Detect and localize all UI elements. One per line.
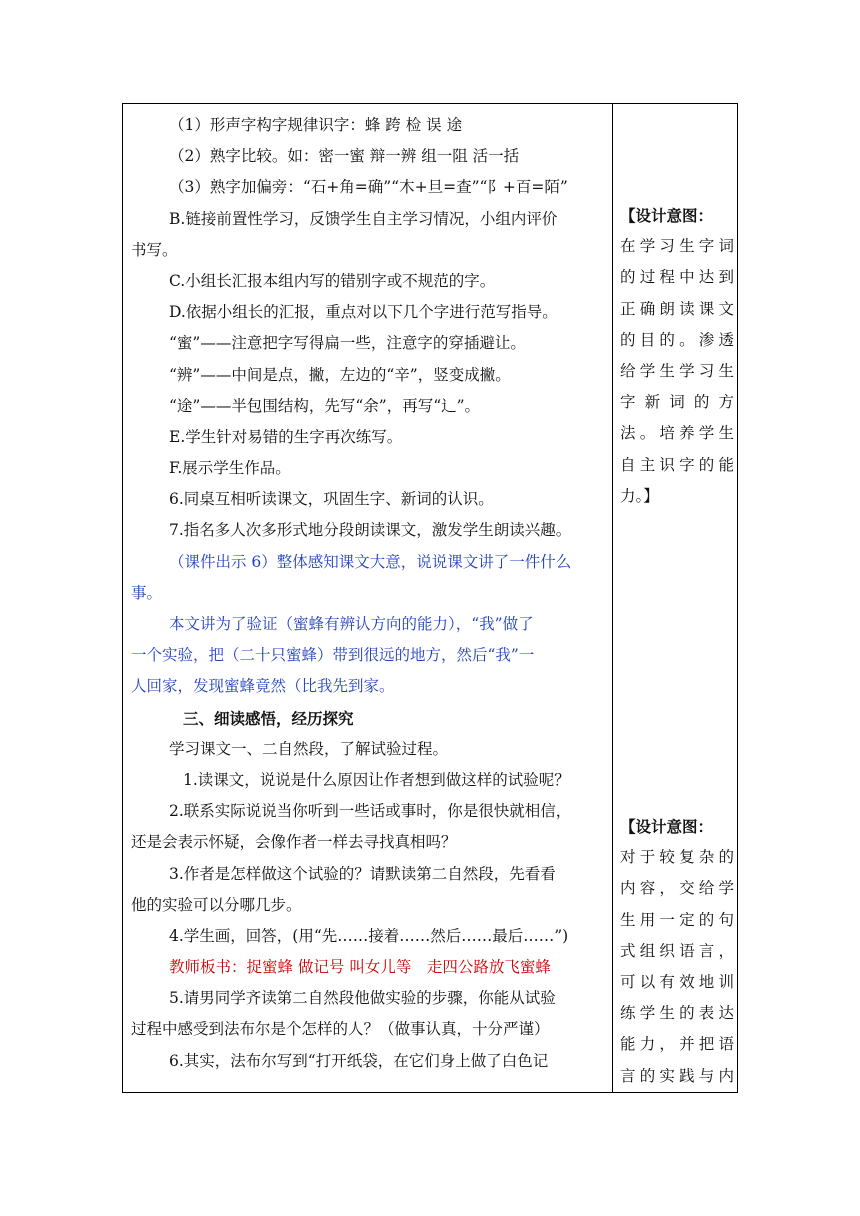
note-line: 的目的。渗透: [620, 330, 734, 349]
content-line: 三、细读感悟，经历探究: [183, 708, 354, 728]
note-line: 言的实践与内: [620, 1066, 734, 1085]
content-line: 事。: [131, 583, 163, 602]
content-line: “途”——半包围结构，先写“余”，再写“辶”。: [169, 396, 481, 415]
note-line: 正确朗读课文: [620, 299, 734, 318]
content-line: 本文讲为了验证（蜜蜂有辨认方向的能力），“我”做了: [169, 615, 534, 633]
lesson-content-column: [131, 110, 605, 1077]
content-line: 人回家，发现蜜蜂竟然（比我先到家。: [131, 677, 395, 696]
content-line: 他的实验可以分哪几步。: [131, 895, 302, 914]
content-line: 书写。: [131, 240, 178, 259]
note-line: 式组织语言，: [620, 941, 734, 960]
content-line: 4.学生画，回答，(用“先……接着……然后……最后……”): [169, 926, 569, 945]
content-line: 7.指名多人次多形式地分段朗读课文，激发学生朗读兴趣。: [169, 521, 572, 540]
note-line: 【设计意图：: [620, 206, 714, 225]
content-line: （课件出示 6）整体感知课文大意，说说课文讲了一件什么: [169, 552, 572, 571]
note-line: 内容，交给学: [620, 879, 734, 898]
content-line: 学习课文一、二自然段，了解试验过程。: [169, 739, 449, 758]
content-line: 1.读课文，说说是什么原因让作者想到做这样的试验呢？: [183, 770, 570, 789]
content-line: 2.联系实际说说当你听到一些话或事时，你是很快就相信，: [169, 802, 572, 821]
content-line: 5.请男同学齐读第二自然段他做实验的步骤，你能从试验: [169, 989, 556, 1008]
content-line: 6.同桌互相听读课文，巩固生字、新词的认识。: [169, 490, 494, 509]
note-line: 力。】: [620, 486, 659, 505]
note-line: 能力，并把语: [620, 1035, 734, 1054]
content-line: D.依据小组长的汇报，重点对以下几个字进行范写指导。: [169, 303, 558, 322]
note-line: 法。培养学生: [620, 424, 734, 443]
note-line: 练学生的表达: [620, 1004, 734, 1023]
content-line: B.链接前置性学习，反馈学生自主学习情况，小组内评价: [169, 209, 558, 228]
note-line: 字新词的方: [620, 393, 734, 412]
content-line: “蜜”——注意把字写得扁一些，注意字的穿插避让。: [169, 334, 526, 353]
note-line: 对于较复杂的: [620, 848, 734, 867]
content-line: 6.其实，法布尔写到“打开纸袋，在它们身上做了白色记: [169, 1051, 549, 1070]
design-intent-note-2: [620, 811, 734, 1092]
content-line: F.展示学生作品。: [169, 459, 291, 478]
note-line: 自主识字的能: [620, 455, 734, 474]
content-line: 3.作者是怎样做这个试验的？请默读第二自然段，先看看: [169, 864, 556, 883]
content-line: 一个实验，把（二十只蜜蜂）带到很远的地方，然后“我”一: [131, 646, 535, 665]
content-line: E.学生针对易错的生字再次练写。: [169, 427, 403, 446]
note-line: 的过程中达到: [620, 268, 734, 287]
content-line: （3）熟字加偏旁：“石+角=确”“木+旦=查”“阝+百=陌”: [169, 178, 568, 197]
content-line: C.小组长汇报本组内写的错别字或不规范的字。: [169, 271, 496, 290]
note-line: 可以有效地训: [620, 972, 734, 991]
content-line: 还是会表示怀疑，会像作者一样去寻找真相吗？: [131, 833, 457, 852]
content-line: （1）形声字构字规律识字：蜂 跨 检 误 途: [169, 116, 463, 134]
design-intent-note-1: [620, 200, 734, 512]
content-line: “辨”——中间是点，撇，左边的“辛”，竖变成撇。: [169, 365, 511, 384]
note-line: 在学习生字词: [620, 237, 734, 256]
note-line: 【设计意图：: [620, 817, 714, 836]
content-line: 过程中感受到法布尔是个怎样的人？（做事认真，十分严谨）: [131, 1020, 550, 1039]
content-line: （2）熟字比较。如：密一蜜 辩一辨 组一阻 活一括: [169, 147, 520, 166]
note-line: 生用一定的句: [620, 910, 734, 929]
lesson-table: [122, 103, 738, 1093]
note-line: 给学生学习生: [620, 361, 734, 380]
column-divider: [612, 104, 613, 1092]
content-line: 教师板书：捉蜜蜂 做记号 叫女儿等 走四公路放飞蜜蜂: [169, 958, 551, 977]
